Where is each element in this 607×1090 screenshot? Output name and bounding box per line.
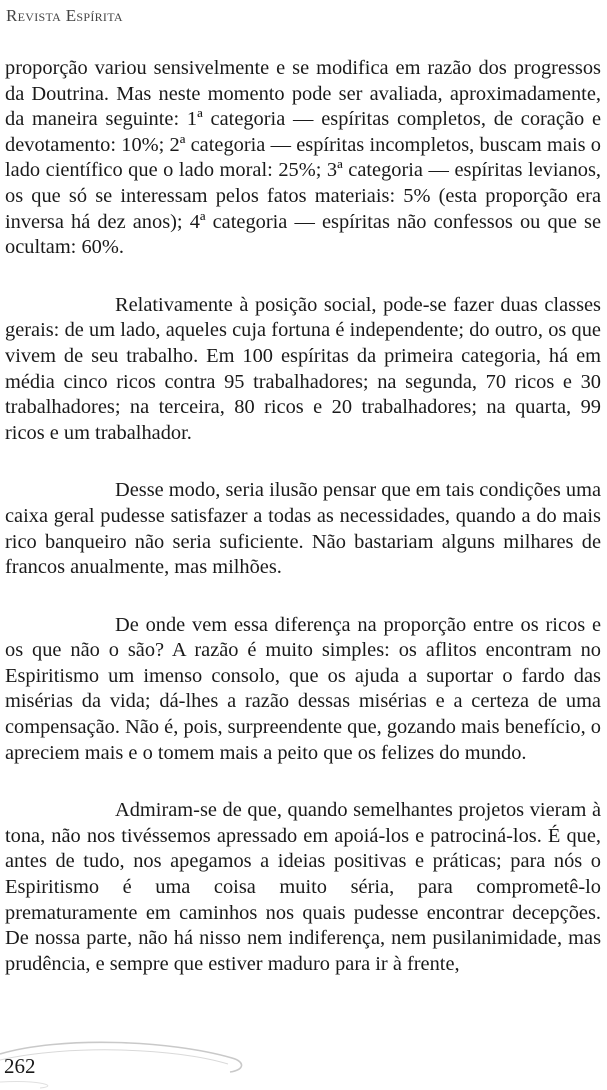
page-number: 262	[4, 1054, 36, 1078]
body-text	[5, 56, 601, 1009]
paragraph-4: De onde vem essa diferença na proporção entre os ricos e os que não o são? A razão é muito simples: os aflitos encontram no Espiritismo um imenso consolo, que os ajuda a suportar o fardo das misérias da vida; dá-lhes a razão dessas misérias e a certeza de uma compensação. Não é, pois, surpreendente que, gozando mais benefício, o apreciem mais e o tomem mais a peito que os felizes do mundo.	[5, 613, 601, 764]
paragraph-2: Relativamente à posição social, pode-se fazer duas classes gerais: de um lado, aqueles cuja fortuna é independente; do outro, os que vivem de seu trabalho. Em 100 espíritas da primeira categoria, há em média cinco ricos contra 95 trabalhadores; na segunda, 70 ricos e 30 trabalhadores; na terceira, 80 ricos e 20 trabalhadores; na quarta, 99 ricos e um trabalhador.	[5, 293, 601, 444]
paragraph-1: proporção variou sensivelmente e se modifica em razão dos progressos da Doutrina. Mas neste momento pode ser avaliada, aproximadamente, da maneira seguinte: 1ª categoria — espíritas completos, de coração e devotamento: 10%; 2ª categoria — espíritas incompletos, buscam mais o lado científico que o lado moral: 25%; 3ª categoria — espíritas levianos, os que só se interessam pelos fatos materiais: 5% (esta proporção era inversa há dez anos); 4ª categoria — espíritas não confessos ou que se ocultam: 60%.	[5, 57, 601, 259]
page-footer	[0, 1030, 260, 1090]
paragraph-5: Admiram-se de que, quando semelhantes projetos vieram à tona, não nos tivéssemos apressado em apoiá-los e patrociná-los. É que, antes de tudo, nos apegamos a ideias positivas e práticas; para nós o Espiritismo é uma coisa muito séria, para comprometê-lo prematuramente em caminhos nos quais pudesse encontrar decepções. De nossa parte, não há nisso nem indiferença, nem pusilanimidade, mas prudência, e sempre que estiver maduro para ir à frente,	[5, 799, 601, 975]
running-head: Revista Espírita	[6, 6, 123, 25]
footer-ornament	[0, 1030, 260, 1090]
paragraph-3: Desse modo, seria ilusão pensar que em tais condições uma caixa geral pudesse satisfazer a todas as necessidades, quando a do mais rico banqueiro não seria suficiente. Não bastariam alguns milhares de francos anualmente, mas milhões.	[5, 479, 601, 579]
